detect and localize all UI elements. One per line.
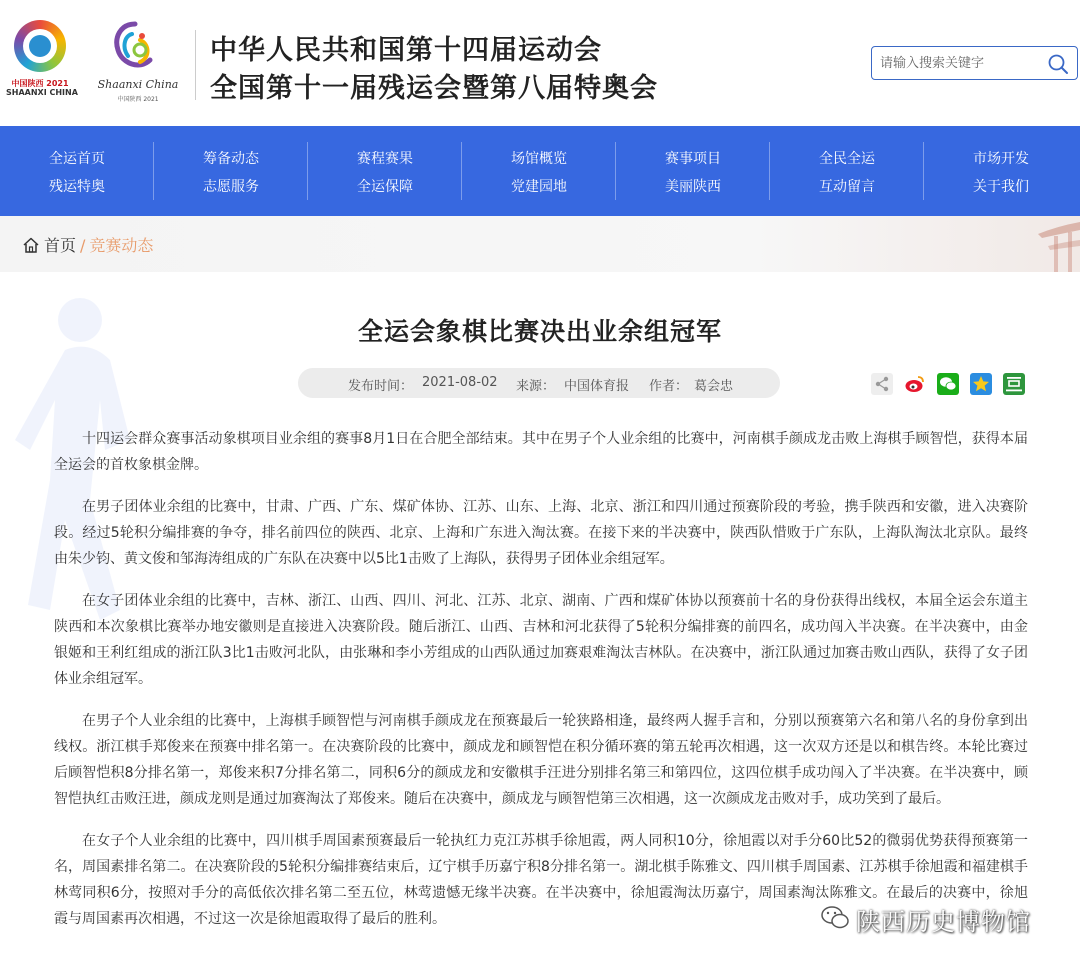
nav-item[interactable]: 残运特奥: [49, 179, 105, 195]
shaanxi-logo[interactable]: [90, 18, 186, 102]
nav-column: [0, 126, 154, 216]
site-title-line1: 中华人民共和国第十四届运动会: [210, 35, 602, 66]
nav-column: [924, 126, 1078, 216]
nav-item[interactable]: 全运保障: [357, 179, 413, 195]
games-emblem-icon: [14, 20, 66, 72]
breadcrumb-current[interactable]: 竞赛动态: [89, 236, 154, 255]
share-icon[interactable]: [871, 373, 893, 395]
nav-item[interactable]: 志愿服务: [203, 179, 259, 195]
nav-column: [462, 126, 616, 216]
pagoda-decoration-icon: [1020, 216, 1080, 272]
nav-column: [308, 126, 462, 216]
wechat-watermark-icon: [820, 904, 850, 932]
search-box: [871, 46, 1078, 80]
article-paragraph: 在女子团体业余组的比赛中，吉林、浙江、山西、四川、河北、江苏、北京、湖南、广西和煤矿体协以预赛前十名的身份获得出线权，本届全运会东道主陕西和本次象棋比赛举办地安徽则是直接进入决赛阶段。随后浙江、山西、吉林和河北获得了5轮积分编排赛的前四名，成功闯入半决赛。在半决赛中，由金银姬和王利红组成的浙江队3比1击败河北队，由张琳和李小芳组成的山西队通过加赛艰难淘汰吉林队。在决赛中，浙江队通过加赛击败山西队，获得了女子团体业余组冠军。: [54, 593, 1028, 687]
qzone-icon[interactable]: [970, 373, 992, 395]
article-paragraph: 在男子团体业余组的比赛中，甘肃、广西、广东、煤矿体协、江苏、山东、上海、北京、浙江和四川通过预赛阶段的考验，携手陕西和安徽，进入决赛阶段。经过5轮积分编排赛的争夺，排名前四位的陕西、北京、上海和广东进入淘汰赛。在接下来的半决赛中，陕西队惜败于广东队，上海队淘汰北京队。最终由朱少钧、黄文俊和邹海涛组成的广东队在决赛中以5比1击败了上海队，获得男子团体业余组冠军。: [54, 499, 1028, 567]
nav-item[interactable]: 美丽陕西: [665, 179, 721, 195]
wechat-icon[interactable]: [937, 373, 959, 395]
games-logo[interactable]: [6, 18, 78, 102]
site-title-line2: 全国第十一届残运会暨第八届特奥会: [210, 73, 658, 104]
site-header: [0, 0, 1080, 126]
article-paragraph: 十四运会群众赛事活动象棋项目业余组的赛事8月1日在合肥全部结束。其中在男子个人业余组的比赛中，河南棋手颜成龙击败上海棋手顾智恺，获得本届全运会的首枚象棋金牌。: [54, 431, 1028, 473]
nav-column: [770, 126, 924, 216]
publish-label: 发布时间：: [348, 379, 414, 394]
nav-item[interactable]: 筹备动态: [203, 151, 259, 167]
nav-column: [154, 126, 308, 216]
breadcrumb-home[interactable]: 首页: [44, 236, 77, 255]
douban-icon[interactable]: [1003, 373, 1025, 395]
search-input[interactable]: [880, 53, 1040, 73]
search-icon[interactable]: [1047, 53, 1069, 75]
breadcrumb-separator: /: [80, 236, 86, 255]
breadcrumb: [22, 233, 153, 256]
home-icon[interactable]: [22, 236, 40, 254]
games-logo-text: 中国陕西 2021: [11, 79, 69, 88]
weibo-icon[interactable]: [904, 373, 926, 395]
games-logo-subtext: SHAANXI CHINA: [6, 88, 78, 97]
header-divider: [195, 30, 196, 100]
article-meta: [298, 368, 780, 398]
shaanxi-logo-text: Shaanxi China: [97, 78, 179, 91]
main-nav: [0, 126, 1080, 216]
nav-item[interactable]: 场馆概览: [511, 151, 567, 167]
nav-item[interactable]: 赛程赛果: [357, 151, 413, 167]
source-value: 中国体育报: [564, 379, 630, 394]
breadcrumb-bar: [0, 216, 1080, 272]
nav-item[interactable]: 关于我们: [973, 179, 1029, 195]
article-body: [54, 426, 1028, 948]
nav-item[interactable]: 市场开发: [973, 151, 1029, 167]
nav-item[interactable]: 党建园地: [511, 179, 567, 195]
article-title: 全运会象棋比赛决出业余组冠军: [357, 317, 722, 346]
watermark: [820, 900, 1060, 940]
shaanxi-logo-subtext: 中国陕西 2021: [117, 96, 159, 103]
nav-item[interactable]: 全运首页: [49, 151, 105, 167]
shaanxi-emblem-icon: [110, 20, 160, 74]
publish-date: 2021-08-02: [422, 375, 498, 390]
nav-item[interactable]: 互动留言: [819, 179, 875, 195]
watermark-text: 陕西历史博物馆: [856, 908, 1031, 936]
article-paragraph: 在女子个人业余组的比赛中，四川棋手周国素预赛最后一轮执红力克江苏棋手徐旭霞，两人同积10分，徐旭霞以对手分60比52的微弱优势获得预赛第一名，周国素排名第二。在决赛阶段的5轮积分编排赛结束后，辽宁棋手历嘉宁积8分排名第一。湖北棋手陈雅文、四川棋手周国素、江苏棋手徐旭霞和福建棋手林莺同积6分，按照对手分的高低依次排名第二至五位，林莺遗憾无缘半决赛。在半决赛中，徐旭霞淘汰历嘉宁，周国素淘汰陈雅文。在最后的决赛中，徐旭霞与周国素再次相遇，不过这一次是徐旭霞取得了最后的胜利。: [54, 833, 1028, 927]
author-value: 葛会忠: [694, 379, 734, 394]
author-label: 作者：: [649, 379, 689, 394]
nav-item[interactable]: 赛事项目: [665, 151, 721, 167]
article-paragraph: 在男子个人业余组的比赛中，上海棋手顾智恺与河南棋手颜成龙在预赛最后一轮狭路相逢，最终两人握手言和，分别以预赛第六名和第八名的身份拿到出线权。浙江棋手郑俊来在预赛中排名第一。在决赛阶段的比赛中，颜成龙和顾智恺在积分循环赛的第五轮再次相遇，这一次双方还是以和棋告终。本轮比赛过后顾智恺积8分排名第一，郑俊来积7分排名第二，同积6分的颜成龙和安徽棋手汪进分别排名第三和第四位，这四位棋手成功闯入了半决赛。在半决赛中，顾智恺执红击败汪进，颜成龙则是通过加赛淘汰了郑俊来。随后在决赛中，颜成龙与顾智恺第三次相遇，这一次颜成龙击败对手，成功笑到了最后。: [54, 713, 1028, 807]
source-label: 来源：: [516, 379, 556, 394]
nav-item[interactable]: 全民全运: [819, 151, 875, 167]
nav-column: [616, 126, 770, 216]
